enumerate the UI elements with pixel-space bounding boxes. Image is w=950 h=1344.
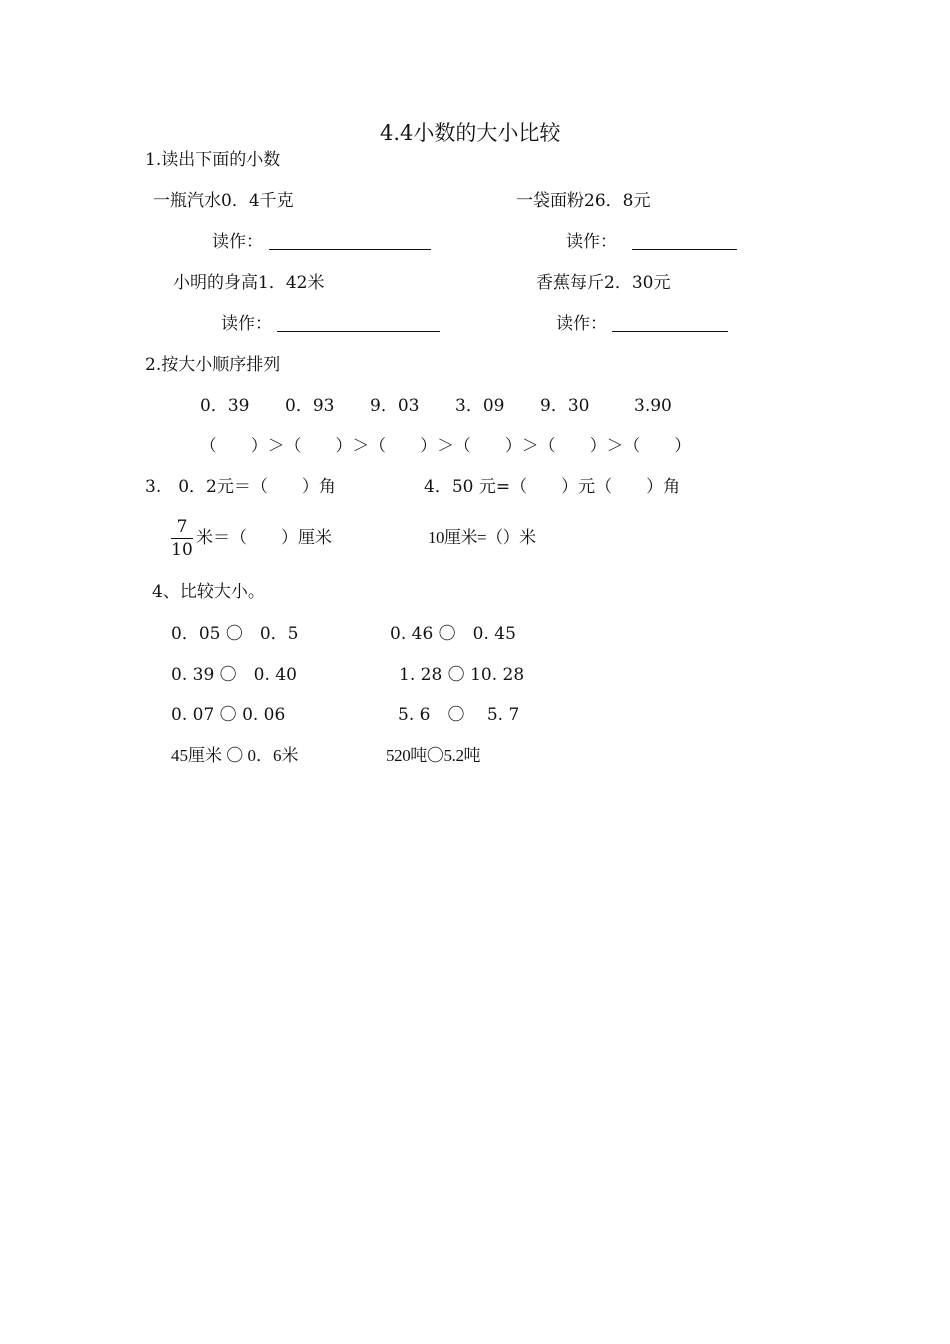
q2-heading: 2.按大小顺序排列	[145, 355, 281, 375]
q2-number: 0．93	[285, 396, 335, 416]
fraction-numerator: 7	[176, 517, 188, 537]
q3-fraction-meters: 米＝（ ）厘米	[196, 528, 332, 548]
q4-compare-item: 0．05 〇 0．5	[171, 624, 299, 644]
q1-answer-line-flour[interactable]	[632, 249, 737, 250]
q3-money-yuan-jiao: 4．50 元=（ ）元（ ）角	[424, 477, 681, 497]
q1-answer-line-height[interactable]	[277, 331, 440, 332]
q2-order-row: （ ）＞（ ）＞（ ）＞（ ）＞（ ）＞（ ）	[200, 436, 692, 455]
fraction-denominator: 10	[171, 540, 193, 560]
q1-item-height: 小明的身高1．42米	[173, 273, 325, 293]
q4-compare-item: 0. 46 〇 0. 45	[390, 624, 516, 644]
q1-read-label-flour: 读作：	[566, 232, 617, 252]
q3-money-jiao: 3. 0．2元＝（ ）角	[145, 477, 336, 497]
q1-read-label-soda: 读作：	[212, 232, 263, 252]
fraction-bar	[171, 538, 193, 539]
q1-item-banana: 香蕉每斤2．30元	[536, 273, 671, 293]
q4-compare-item: 520吨〇5.2吨	[386, 746, 481, 765]
q1-item-soda: 一瓶汽水0．4千克	[153, 191, 294, 211]
q2-number: 0．39	[200, 396, 250, 416]
q4-compare-item: 0. 39 〇 0. 40	[171, 665, 297, 685]
q1-heading: 1.读出下面的小数	[145, 150, 281, 170]
q1-answer-line-banana[interactable]	[612, 331, 728, 332]
q2-number: 3.90	[634, 396, 672, 416]
q2-number: 9．03	[370, 396, 420, 416]
q1-read-label-height: 读作：	[221, 314, 272, 334]
q1-answer-line-soda[interactable]	[269, 249, 431, 250]
q4-compare-item: 5. 6 〇 5. 7	[398, 705, 520, 725]
q1-read-label-banana: 读作：	[556, 314, 607, 334]
q3-fraction	[171, 517, 193, 560]
q3-cm-to-m: 10厘米=（）米	[428, 528, 536, 547]
page-title: 4.4小数的大小比较	[380, 121, 561, 145]
q4-compare-item: 1. 28 〇 10. 28	[399, 665, 525, 685]
q1-item-flour: 一袋面粉26．8元	[516, 191, 651, 211]
q2-number: 3．09	[455, 396, 505, 416]
q4-compare-item: 45厘米 〇 0．6米	[171, 746, 299, 765]
q2-number: 9．30	[540, 396, 590, 416]
q4-heading: 4、比较大小。	[152, 582, 265, 602]
q4-compare-item: 0. 07 〇 0. 06	[171, 705, 286, 725]
